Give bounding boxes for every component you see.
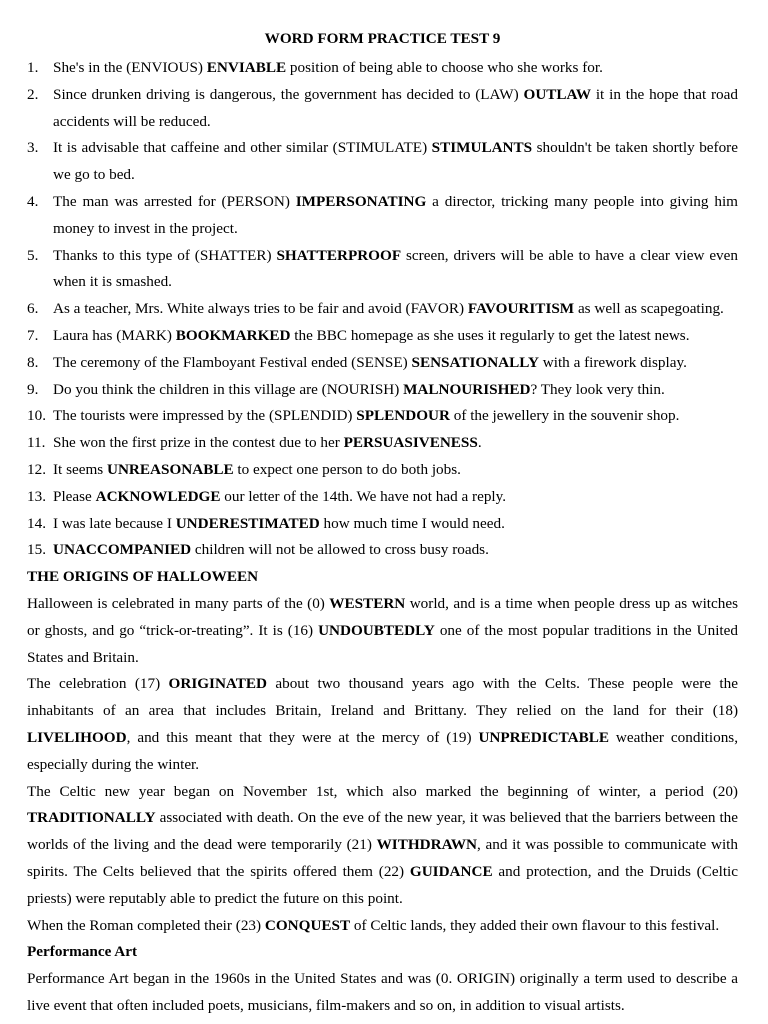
answer-word: ORIGINATED bbox=[168, 675, 267, 693]
question-number: 4. bbox=[27, 192, 39, 210]
question-item bbox=[27, 511, 738, 538]
document-title: WORD FORM PRACTICE TEST 9 bbox=[264, 30, 501, 47]
answer-word: ACKNOWLEDGE bbox=[95, 487, 221, 505]
answer-word: OUTLAW bbox=[523, 85, 592, 103]
question-number: 14. bbox=[27, 514, 46, 532]
paragraph bbox=[27, 966, 738, 1020]
text-run: It seems bbox=[53, 460, 107, 478]
question-text bbox=[53, 82, 738, 136]
text-run: a director, tricking many people into giving him money to invest in the project. bbox=[53, 192, 738, 237]
text-run: to expect one person to do both jobs. bbox=[233, 460, 461, 478]
text-run: The celebration (17) bbox=[27, 675, 169, 693]
question-number: 1. bbox=[27, 59, 39, 76]
question-text bbox=[53, 430, 738, 457]
text-run: screen, drivers will be able to have a clear view even when it is smashed. bbox=[53, 246, 738, 291]
question-number: 5. bbox=[27, 246, 39, 264]
text-run: , and it was possible to communicate with spirits. The Celts believed that the spirits offered them (22) bbox=[27, 836, 738, 880]
question-item bbox=[27, 135, 738, 189]
question-text bbox=[53, 484, 738, 511]
text-run: how much time I would need. bbox=[319, 514, 505, 532]
question-item bbox=[27, 403, 738, 430]
question-text bbox=[53, 457, 738, 484]
text-run: The tourists were impressed by the (SPLENDID) bbox=[53, 407, 357, 425]
question-text bbox=[53, 55, 738, 82]
question-number: 12. bbox=[27, 460, 46, 478]
question-text bbox=[53, 243, 738, 297]
question-item bbox=[27, 350, 738, 377]
answer-word: WESTERN bbox=[329, 594, 406, 612]
text-run: it in the hope that road accidents will be reduced. bbox=[53, 85, 738, 130]
question-number: 8. bbox=[27, 353, 39, 371]
question-text bbox=[53, 377, 738, 404]
question-item bbox=[27, 430, 738, 457]
text-run: weather conditions, especially during the winter. bbox=[27, 728, 738, 773]
text-run: of the jewellery in the souvenir shop. bbox=[449, 407, 680, 425]
paragraph bbox=[27, 671, 738, 778]
performance-section bbox=[27, 939, 738, 1019]
question-list bbox=[27, 55, 738, 564]
text-run: Halloween is celebrated in many parts of the (0) bbox=[27, 594, 330, 612]
answer-word: SPLENDOUR bbox=[356, 407, 450, 425]
question-item bbox=[27, 189, 738, 243]
answer-word: WITHDRAWN bbox=[376, 836, 478, 854]
text-run: She's in the (ENVIOUS) bbox=[53, 59, 207, 76]
text-run: As a teacher, Mrs. White always tries to be fair and avoid (FAVOR) bbox=[53, 300, 468, 318]
question-item bbox=[27, 55, 738, 82]
text-run: Laura has (MARK) bbox=[53, 326, 176, 344]
text-run: The Celtic new year began on November 1st, which also marked the beginning of winter, a period (20) bbox=[27, 782, 738, 800]
answer-word: UNPREDICTABLE bbox=[478, 728, 609, 746]
question-item bbox=[27, 82, 738, 136]
question-number: 3. bbox=[27, 139, 39, 157]
question-number: 6. bbox=[27, 300, 39, 318]
question-item bbox=[27, 484, 738, 511]
question-text bbox=[53, 189, 738, 243]
text-run: and protection, and the Druids (Celtic priests) were reputably able to predict the future on this point. bbox=[27, 862, 739, 907]
text-run: our letter of the 14th. We have not had a reply. bbox=[220, 487, 507, 505]
question-text bbox=[53, 323, 738, 350]
answer-word: MALNOURISHED bbox=[403, 380, 531, 398]
answer-word: TRADITIONALLY bbox=[27, 809, 156, 827]
question-number: 15. bbox=[27, 541, 46, 559]
text-run: Do you think the children in this village are (NOURISH) bbox=[53, 380, 404, 398]
paragraph bbox=[27, 913, 738, 940]
text-run: one of the most popular traditions in the United States and Britain. bbox=[27, 621, 738, 666]
question-text bbox=[53, 537, 738, 564]
text-run: position of being able to choose who she works for. bbox=[286, 59, 603, 76]
question-item bbox=[27, 323, 738, 350]
text-run: associated with death. On the eve of the new year, it was believed that the barriers between the worlds of the living and the dead were temporarily (21) bbox=[27, 809, 738, 854]
text-run: Please bbox=[53, 487, 96, 505]
question-text bbox=[53, 403, 738, 430]
text-run: the BBC homepage as she uses it regularly to get the latest news. bbox=[290, 326, 690, 344]
text-run: She won the first prize in the contest due to her bbox=[53, 434, 344, 452]
answer-word: UNDOUBTEDLY bbox=[318, 621, 435, 639]
answer-word: UNDERESTIMATED bbox=[175, 514, 320, 532]
question-text bbox=[53, 296, 738, 323]
performance-body bbox=[27, 966, 738, 1020]
text-run: The ceremony of the Flamboyant Festival ended (SENSE) bbox=[53, 353, 412, 371]
question-number: 13. bbox=[27, 487, 46, 505]
question-item bbox=[27, 296, 738, 323]
question-text bbox=[53, 511, 738, 538]
text-run: It is advisable that caffeine and other similar (STIMULATE) bbox=[53, 139, 432, 157]
answer-word: GUIDANCE bbox=[409, 862, 493, 880]
answer-word: STIMULANTS bbox=[431, 139, 533, 157]
answer-word: FAVOURITISM bbox=[467, 300, 575, 318]
text-run: as well as scapegoating. bbox=[574, 300, 724, 318]
halloween-section bbox=[27, 564, 738, 939]
text-run: I was late because I bbox=[53, 514, 176, 532]
text-run: The man was arrested for (PERSON) bbox=[53, 192, 296, 210]
answer-word: SENSATIONALLY bbox=[411, 353, 539, 371]
section-heading-halloween: THE ORIGINS OF HALLOWEEN bbox=[27, 568, 259, 586]
text-run: Since drunken driving is dangerous, the government has decided to (LAW) bbox=[53, 85, 524, 103]
answer-word: ENVIABLE bbox=[206, 59, 287, 76]
text-run: about two thousand years ago with the Celts. These people were the inhabitants of an area that includes Britain, Ireland and Brittany. They relied on the land for their (18) bbox=[27, 675, 738, 720]
question-item bbox=[27, 243, 738, 297]
question-text bbox=[53, 135, 738, 189]
text-run: When the Roman completed their (23) bbox=[27, 916, 265, 934]
section-heading-performance: Performance Art bbox=[27, 943, 138, 961]
text-run: with a firework display. bbox=[538, 353, 687, 371]
answer-word: CONQUEST bbox=[264, 916, 351, 934]
text-run: Performance Art began in the 1960s in the United States and was (0. ORIGIN) originally a term used to describe a live event that often included poets, musicians, film-makers and so on, in addition to visual artists. bbox=[27, 970, 738, 1014]
question-number: 2. bbox=[27, 85, 39, 103]
answer-word: PERSUASIVENESS bbox=[343, 434, 478, 452]
text-run: , and this meant that they were at the mercy of (19) bbox=[126, 728, 479, 746]
text-run: ? They look very thin. bbox=[530, 380, 665, 398]
answer-word: UNACCOMPANIED bbox=[53, 541, 192, 559]
text-run: Thanks to this type of (SHATTER) bbox=[53, 246, 277, 264]
question-number: 10. bbox=[27, 407, 46, 425]
text-run: . bbox=[477, 434, 482, 452]
halloween-body bbox=[27, 591, 738, 939]
text-run: of Celtic lands, they added their own flavour to this festival. bbox=[350, 916, 720, 934]
text-run: children will not be allowed to cross busy roads. bbox=[191, 541, 489, 559]
question-number: 9. bbox=[27, 380, 39, 398]
question-number: 7. bbox=[27, 326, 39, 344]
question-item bbox=[27, 537, 738, 564]
paragraph bbox=[27, 779, 738, 913]
answer-word: IMPERSONATING bbox=[295, 192, 427, 210]
question-item bbox=[27, 377, 738, 404]
question-item bbox=[27, 457, 738, 484]
text-run: world, and is a time when people dress up as witches or ghosts, and go “trick-or-treating”. It is (16) bbox=[27, 594, 738, 639]
answer-word: SHATTERPROOF bbox=[276, 246, 402, 264]
question-number: 11. bbox=[27, 434, 46, 452]
text-run: shouldn't be taken shortly before we go to bed. bbox=[53, 139, 738, 184]
answer-word: LIVELIHOOD bbox=[27, 728, 127, 746]
paragraph bbox=[27, 591, 738, 671]
answer-word: BOOKMARKED bbox=[175, 326, 291, 344]
answer-word: UNREASONABLE bbox=[107, 460, 234, 478]
question-text bbox=[53, 350, 738, 377]
